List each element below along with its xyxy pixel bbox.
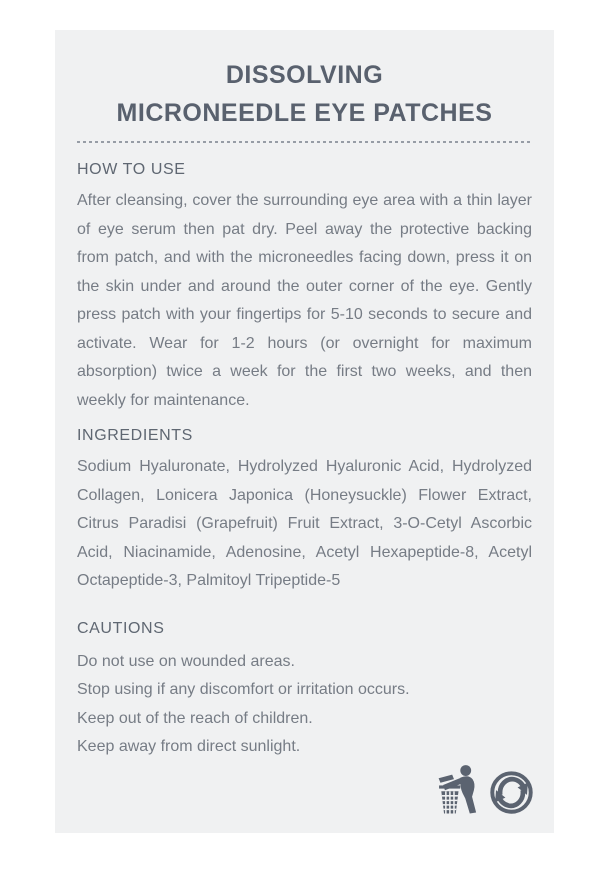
packaging-symbols: [435, 764, 534, 815]
cautions-list: [77, 648, 532, 762]
how-to-use-heading: HOW TO USE: [77, 161, 186, 178]
tidy-man-icon: [435, 764, 482, 815]
how-to-use-text: After cleansing, cover the surrounding eye area with a thin layer of eye serum then pat dry. Peel away the protective backing from patch, and with the microneedles facing down, press it on the skin under and around the outer corner of the eye. Gently press patch with your fingertips for 5-10 seconds to secure and activate. Wear for 1-2 hours (or overnight for maximum absorption) twice a week for the first two weeks, and then weekly for maintenance.: [77, 192, 532, 409]
dashed-divider: [77, 141, 532, 143]
caution-line: Do not use on wounded areas.: [77, 652, 295, 670]
ingredients-text: Sodium Hyaluronate, Hydrolyzed Hyaluronic Acid, Hydrolyzed Collagen, Lonicera Japonica (Honeysuckle) Flower Extract, Citrus Paradisi (Grapefruit) Fruit Extract, 3-O-Cetyl Ascorbic Acid, Niacinamide, Adenosine, Acetyl Hexapeptide-8, Acetyl Octapeptide-3, Palmitoyl Tripeptide-5: [77, 458, 532, 589]
caution-line: Keep away from direct sunlight.: [77, 738, 301, 755]
ingredients-heading: INGREDIENTS: [77, 427, 193, 444]
product-label-card: [55, 30, 554, 833]
caution-line: Stop using if any discomfort or irritation occurs.: [77, 681, 410, 698]
cautions-heading: CAUTIONS: [77, 619, 165, 637]
product-title: [77, 56, 532, 132]
product-title-line1: DISSOLVING: [225, 61, 384, 89]
green-dot-recycle-icon: [489, 770, 534, 815]
product-title-line2: MICRONEEDLE EYE PATCHES: [116, 99, 493, 127]
caution-line: Keep out of the reach of children.: [77, 709, 313, 727]
